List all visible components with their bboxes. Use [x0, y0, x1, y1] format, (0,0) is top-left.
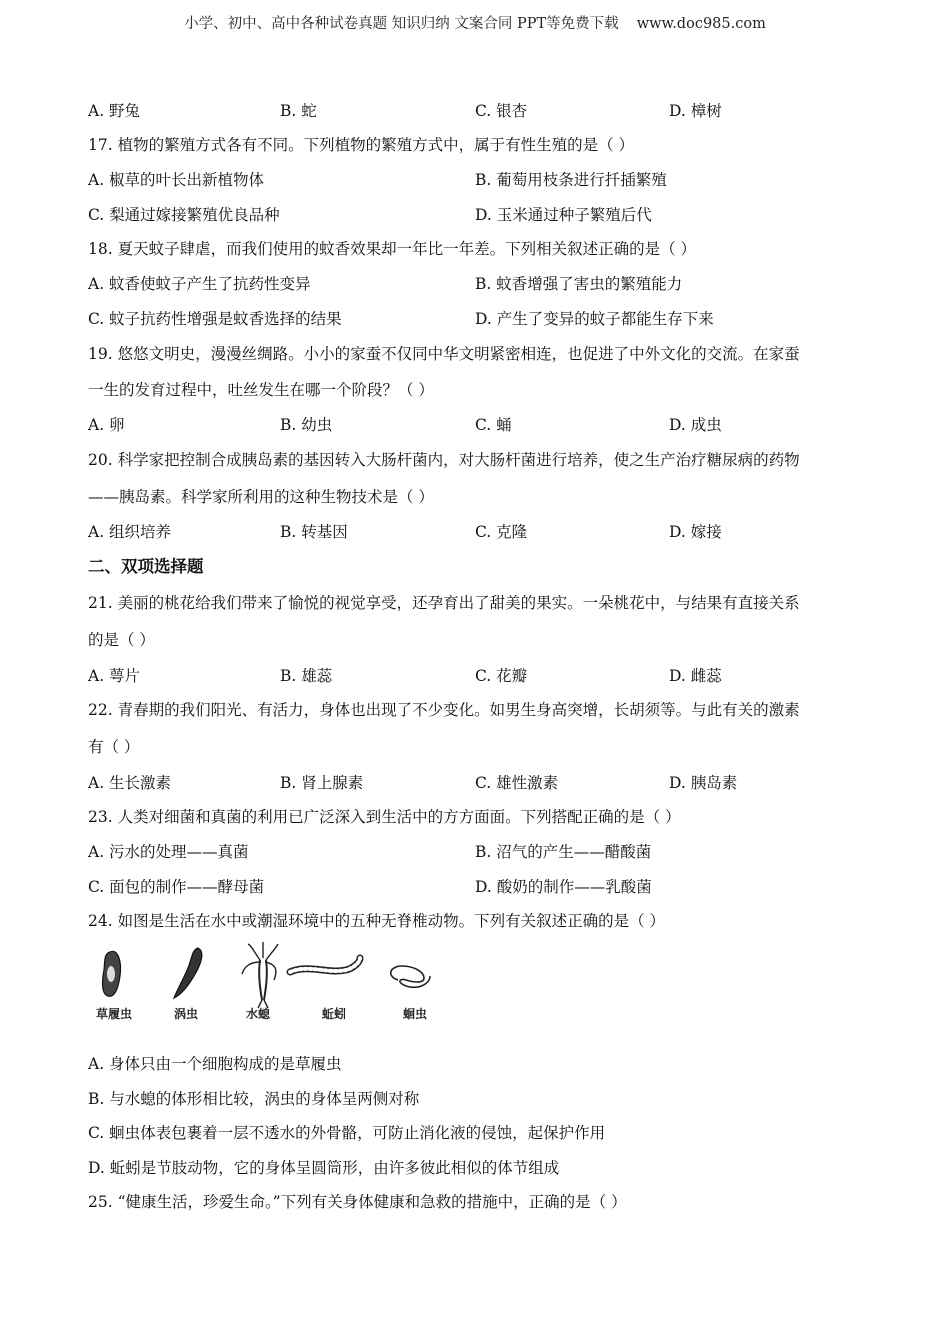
q24-option-c: C. 蛔虫体表包裹着一层不透水的外骨骼，可防止消化液的侵蚀，起保护作用 — [88, 1124, 606, 1142]
q19-option-d: D. 成虫 — [669, 416, 722, 434]
q23-option-a: A. 污水的处理——真菌 — [88, 843, 249, 861]
q18-option-c: C. 蚊子抗药性增强是蚊香选择的结果 — [88, 310, 342, 328]
section-heading: 二、双项选择题 — [88, 557, 204, 576]
q16-option-b: B. 蛇 — [280, 102, 317, 120]
earthworm-drawing — [290, 958, 360, 972]
figure-label-hydra: 水螅 — [245, 1007, 271, 1021]
q23-stem: 23. 人类对细菌和真菌的利用已广泛深入到生活中的方方面面。下列搭配正确的是（ ） — [88, 808, 681, 826]
q17-option-d: D. 玉米通过种子繁殖后代 — [475, 206, 652, 224]
hydra-drawing — [242, 942, 278, 1008]
q17-option-a: A. 椒草的叶长出新植物体 — [88, 171, 265, 189]
q20-stem-line1: 20. 科学家把控制合成胰岛素的基因转入大肠杆菌内，对大肠杆菌进行培养，使之生产治疗糖尿病的药物 — [88, 451, 800, 469]
q16-option-c: C. 银杏 — [475, 102, 528, 120]
q20-option-b: B. 转基因 — [280, 523, 348, 541]
q24-option-d: D. 蚯蚓是节肢动物，它的身体呈圆筒形，由许多彼此相似的体节组成 — [88, 1159, 560, 1177]
q25-stem: 25. “健康生活，珍爱生命。”下列有关身体健康和急救的措施中，正确的是（ ） — [88, 1193, 627, 1211]
q21-option-d: D. 雌蕊 — [669, 667, 722, 685]
roundworm-drawing — [391, 966, 430, 987]
q19-option-b: B. 幼虫 — [280, 416, 333, 434]
q19-option-c: C. 蛹 — [475, 416, 512, 434]
figure-label-roundworm: 蛔虫 — [402, 1007, 428, 1021]
q17-option-b: B. 葡萄用枝条进行扦插繁殖 — [475, 171, 667, 189]
q20-option-d: D. 嫁接 — [669, 523, 722, 541]
q22-option-a: A. 生长激素 — [88, 774, 172, 792]
planarian-drawing — [174, 948, 202, 998]
q24-option-a: A. 身体只由一个细胞构成的是草履虫 — [88, 1055, 342, 1073]
q19-option-a: A. 卵 — [88, 416, 125, 434]
q22-option-d: D. 胰岛素 — [669, 774, 738, 792]
q22-option-b: B. 肾上腺素 — [280, 774, 364, 792]
paramecium-drawing — [103, 951, 121, 996]
q18-option-d: D. 产生了变异的蚊子都能生存下来 — [475, 310, 714, 328]
q22-stem-line2: 有（ ） — [88, 738, 140, 756]
invertebrates-figure — [88, 940, 438, 1030]
page-header — [0, 12, 950, 33]
header-site: www.doc985.com — [636, 16, 766, 32]
q21-option-c: C. 花瓣 — [475, 667, 528, 685]
q24-stem: 24. 如图是生活在水中或潮湿环境中的五种无脊椎动物。下列有关叙述正确的是（ ） — [88, 912, 666, 930]
q20-option-c: C. 克隆 — [475, 523, 528, 541]
q21-option-a: A. 萼片 — [88, 667, 141, 685]
q17-stem: 17. 植物的繁殖方式各有不同。下列植物的繁殖方式中，属于有性生殖的是（ ） — [88, 136, 635, 154]
figure-label-planarian: 涡虫 — [173, 1007, 199, 1021]
q18-option-a: A. 蚊香使蚊子产生了抗药性变异 — [88, 275, 311, 293]
q20-stem-line2: ——胰岛素。科学家所利用的这种生物技术是（ ） — [88, 488, 434, 506]
q18-option-b: B. 蚊香增强了害虫的繁殖能力 — [475, 275, 683, 293]
q22-stem-line1: 22. 青春期的我们阳光、有活力，身体也出现了不少变化。如男生身高突增，长胡须等。与此有关的激素 — [88, 701, 800, 719]
figure-label-paramecium: 草履虫 — [95, 1007, 133, 1021]
header-text: 小学、初中、高中各种试卷真题 知识归纳 文案合同 PPT等免费下载 — [184, 16, 619, 32]
q21-stem-line2: 的是（ ） — [88, 631, 155, 649]
q16-option-d: D. 樟树 — [669, 102, 722, 120]
q23-option-c: C. 面包的制作——酵母菌 — [88, 878, 265, 896]
q23-option-b: B. 沼气的产生——醋酸菌 — [475, 843, 652, 861]
q19-stem-line1: 19. 悠悠文明史，漫漫丝绸路。小小的家蚕不仅同中华文明紧密相连，也促进了中外文化的交流。在家蚕 — [88, 345, 800, 363]
figure-label-earthworm: 蚯蚓 — [321, 1007, 347, 1021]
q21-stem-line1: 21. 美丽的桃花给我们带来了愉悦的视觉享受，还孕育出了甜美的果实。一朵桃花中，与结果有直接关系 — [88, 594, 800, 612]
q17-option-c: C. 梨通过嫁接繁殖优良品种 — [88, 206, 280, 224]
q19-stem-line2: 一生的发育过程中，吐丝发生在哪一个阶段？（ ） — [88, 381, 434, 399]
q22-option-c: C. 雄性激素 — [475, 774, 559, 792]
q24-option-b: B. 与水螅的体形相比较，涡虫的身体呈两侧对称 — [88, 1090, 420, 1108]
q18-stem: 18. 夏天蚊子肆虐，而我们使用的蚊香效果却一年比一年差。下列相关叙述正确的是（ ） — [88, 240, 697, 258]
q16-option-a: A. 野兔 — [88, 102, 141, 120]
q21-option-b: B. 雄蕊 — [280, 667, 333, 685]
q23-option-d: D. 酸奶的制作——乳酸菌 — [475, 878, 652, 896]
q20-option-a: A. 组织培养 — [88, 523, 172, 541]
